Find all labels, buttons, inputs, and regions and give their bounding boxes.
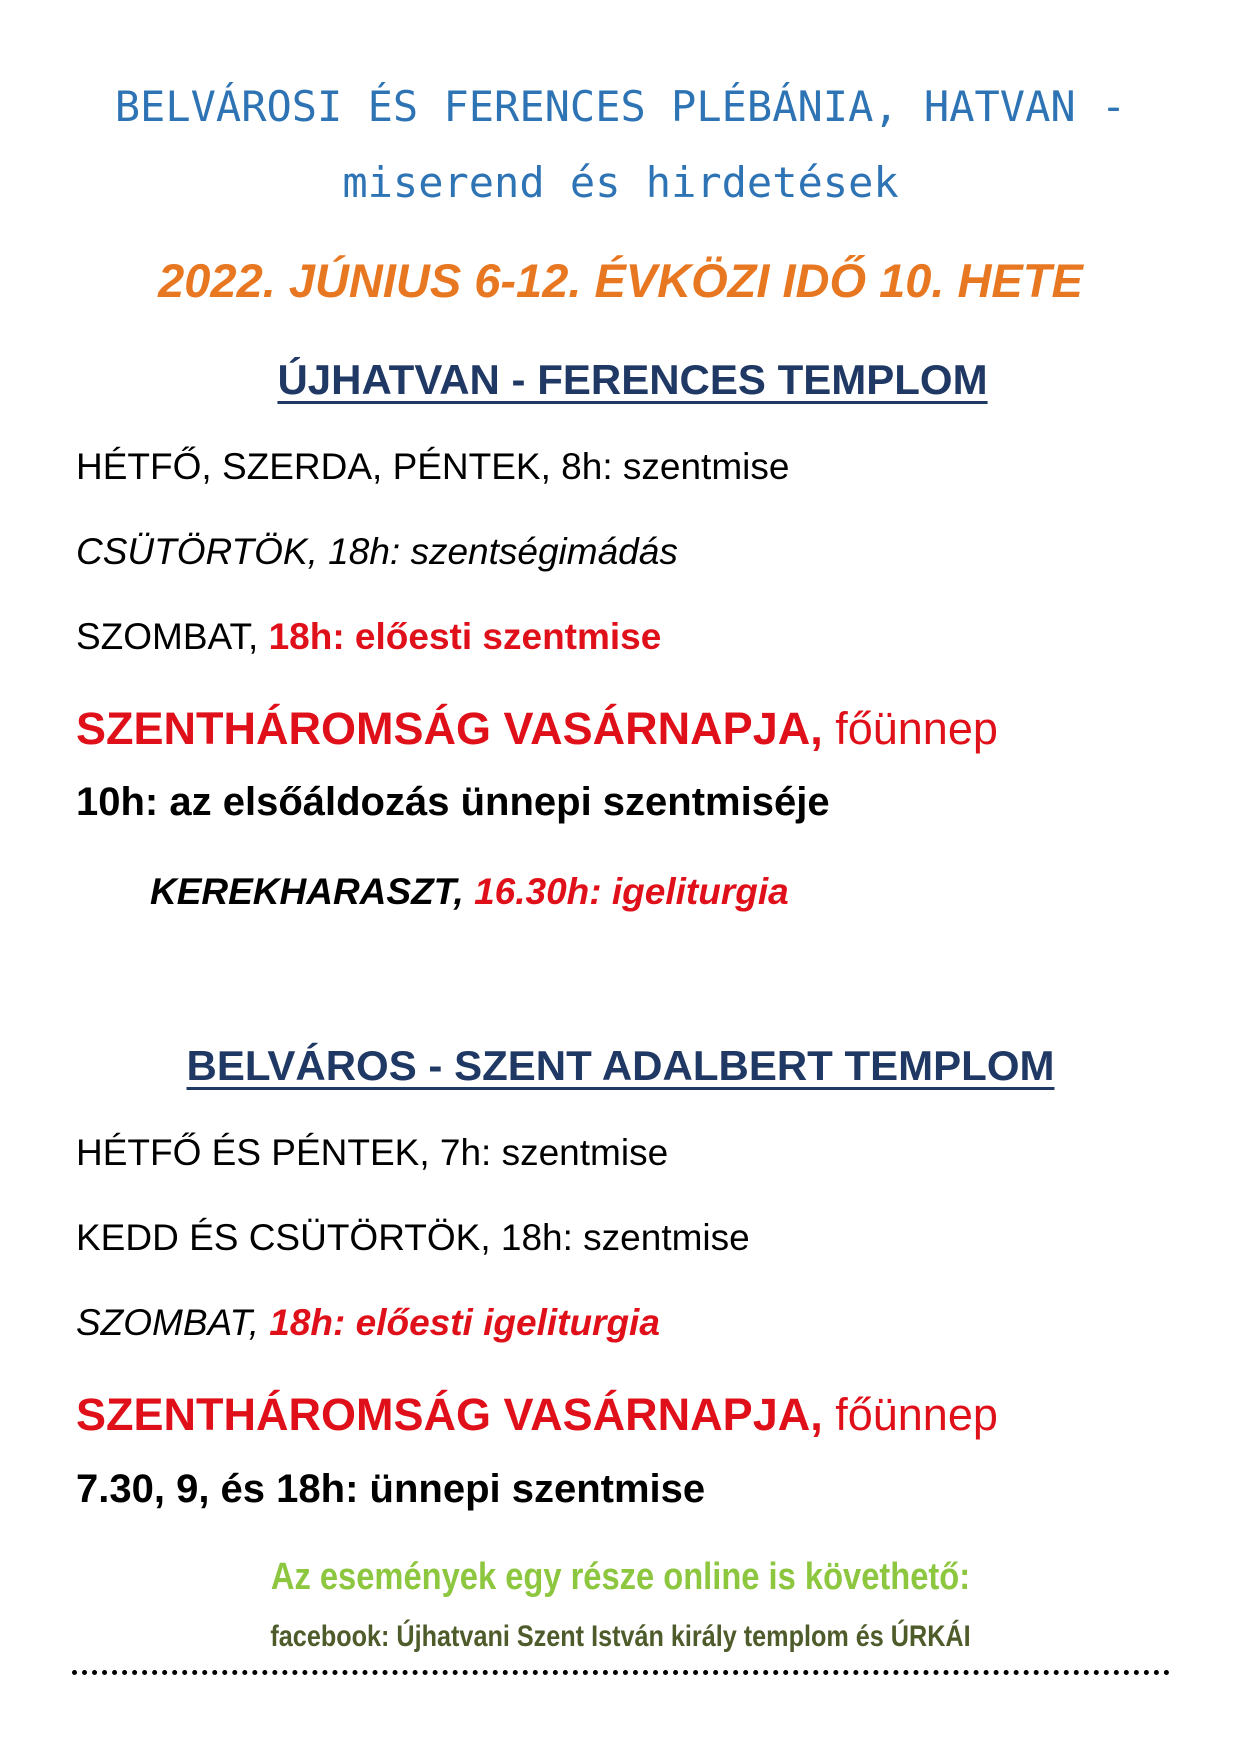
belvaros-saturday-event: 18h: előesti igeliturgia	[269, 1302, 660, 1343]
kerekharaszt-place: KEREKHARASZT,	[150, 871, 475, 912]
ujhatvan-sunday-title	[76, 703, 998, 755]
ujhatvan-weekday-mass: HÉTFŐ, SZERDA, PÉNTEK, 8h: szentmise	[76, 446, 790, 487]
ujhatvan-sunday-mass: 10h: az elsőáldozás ünnepi szentmiséje	[76, 780, 830, 824]
belvaros-sunday-head: SZENTHÁROMSÁG VASÁRNAPJA,	[76, 1389, 823, 1440]
parish-subtitle: miserend és hirdetések	[342, 158, 899, 207]
belvaros-saturday-row	[76, 1302, 660, 1344]
belvaros-weekday-mass: HÉTFŐ ÉS PÉNTEK, 7h: szentmise	[76, 1132, 669, 1173]
facebook-notice: facebook: Újhatvani Szent István király templom és ÚRKÁI	[270, 1620, 971, 1653]
belvaros-sunday-mass: 7.30, 9, és 18h: ünnepi szentmise	[76, 1467, 706, 1511]
ujhatvan-saturday-event: 18h: előesti szentmise	[268, 616, 662, 657]
ujhatvan-heading: ÚJHATVAN - FERENCES TEMPLOM	[277, 356, 988, 403]
online-notice: Az események egy része online is követhető:	[270, 1556, 971, 1598]
kerekharaszt-event: 16.30h: igeliturgia	[474, 871, 789, 912]
ujhatvan-thursday-adoration: CSÜTÖRTÖK, 18h: szentségimádás	[76, 531, 678, 572]
kerekharaszt-row	[150, 871, 789, 913]
belvaros-tue-thu-mass: KEDD ÉS CSÜTÖRTÖK, 18h: szentmise	[76, 1217, 750, 1258]
belvaros-sunday-tail: főünnep	[822, 1389, 998, 1440]
ujhatvan-saturday-row	[76, 616, 661, 658]
ujhatvan-saturday-day: SZOMBAT,	[76, 616, 269, 657]
week-heading: 2022. JÚNIUS 6-12. ÉVKÖZI IDŐ 10. HETE	[158, 254, 1083, 307]
belvaros-heading: BELVÁROS - SZENT ADALBERT TEMPLOM	[186, 1042, 1055, 1089]
belvaros-sunday-title	[76, 1389, 998, 1441]
parish-title: BELVÁROSI ÉS FERENCES PLÉBÁNIA, HATVAN -	[114, 82, 1127, 131]
dotted-divider	[72, 1670, 1170, 1675]
ujhatvan-sunday-tail: főünnep	[822, 703, 998, 754]
belvaros-saturday-day: SZOMBAT,	[76, 1302, 270, 1343]
ujhatvan-sunday-head: SZENTHÁROMSÁG VASÁRNAPJA,	[76, 703, 823, 754]
